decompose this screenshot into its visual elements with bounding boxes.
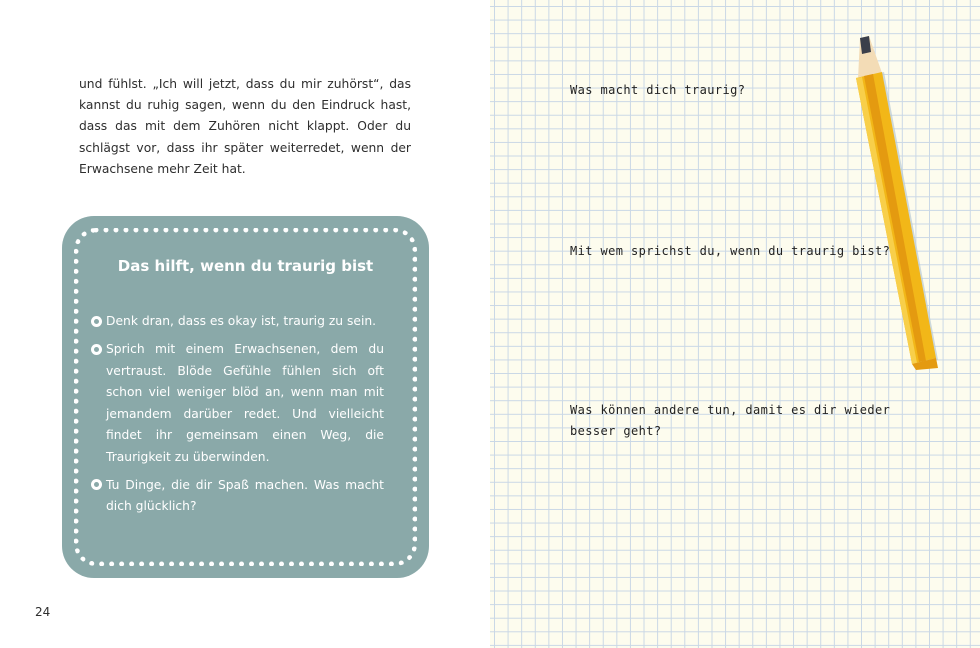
tip-box-title: Das hilft, wenn du traurig bist — [117, 257, 374, 275]
tip-list — [106, 311, 384, 524]
question-2: Mit wem sprichst du, wenn du traurig bist? — [570, 244, 891, 258]
tip-item-text: Sprich mit einem Erwachsenen, dem du vertraust. Blöde Gefühle fühlen sich oft schon viel weniger blöd an, wenn man mit jemandem darüber redet. Und vielleicht findet ihr gemeinsam einen Weg, die Traurigkeit zu überwinden. — [106, 342, 384, 464]
tip-item — [106, 475, 384, 518]
right-page-grid-paper — [490, 0, 980, 648]
pencil-icon — [840, 30, 940, 380]
page-number: 24 — [35, 605, 51, 619]
tip-item — [106, 339, 384, 468]
tip-item — [106, 311, 384, 333]
tip-item-text: Denk dran, dass es okay ist, traurig zu sein. — [106, 314, 377, 328]
question-1: Was macht dich traurig? — [570, 83, 746, 97]
tip-item-text: Tu Dinge, die dir Spaß machen. Was macht dich glücklich? — [106, 477, 384, 513]
bullet-icon — [91, 479, 102, 490]
question-3: Was können andere tun, damit es dir wieder besser geht? — [570, 403, 891, 438]
tip-box — [62, 216, 429, 578]
bullet-icon — [91, 344, 102, 355]
bullet-icon — [91, 316, 102, 327]
intro-paragraph: und fühlst. „Ich will jetzt, dass du mir zuhörst“, das kannst du ruhig sagen, wenn du den Eindruck hast, dass das mit dem Zuhören nicht klappt. Oder du schlägst vor, dass ihr später weiterredet, wenn der Erwachsene mehr Zeit hat. — [79, 77, 411, 176]
